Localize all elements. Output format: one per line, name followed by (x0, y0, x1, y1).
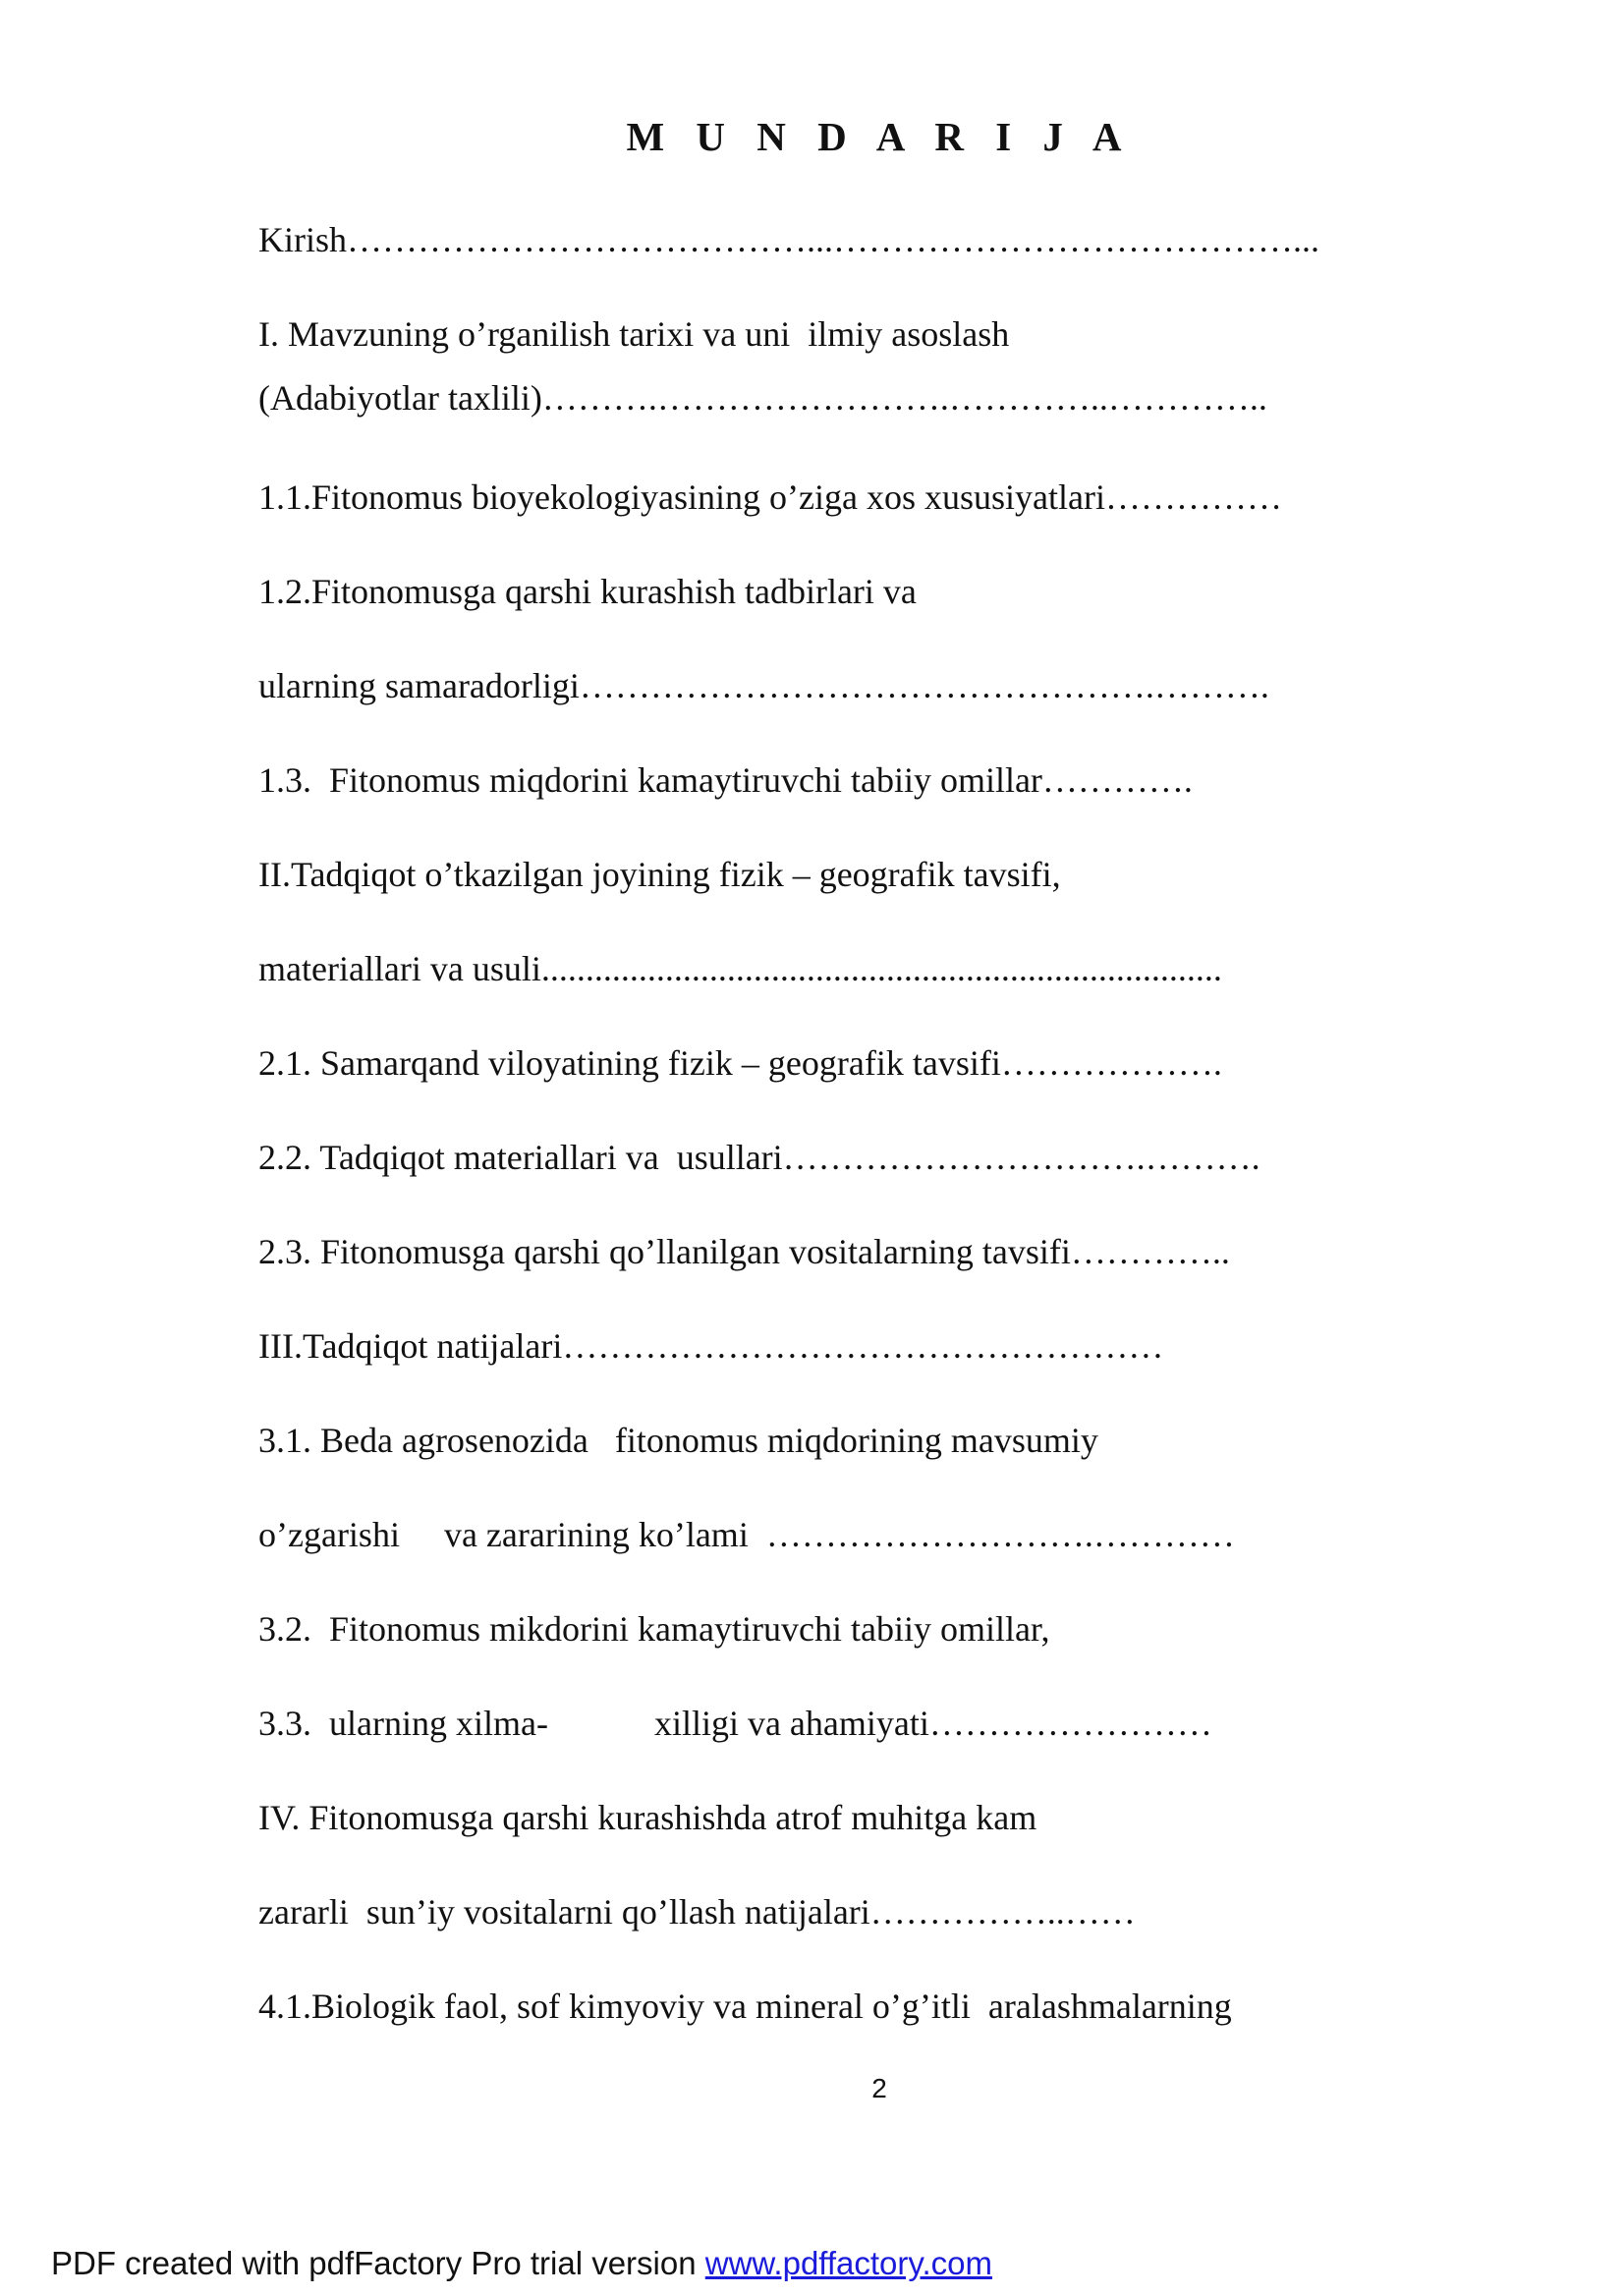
toc-line-chapter-1: I. Mavzuning o’rganilish tarixi va uni ilmiy asoslash (258, 314, 1010, 354)
toc-line-chapter-1-cont: (Adabiyotlar taxlili)……….…………………….…………..………….. (258, 378, 1267, 418)
footer-link[interactable]: www.pdffactory.com (704, 2245, 992, 2281)
toc-line-3-1: 3.1. Beda agrosenozida fitonomus miqdorining mavsumiy (258, 1421, 1098, 1460)
pdf-footer (51, 2245, 992, 2282)
toc-line-2-1: 2.1. Samarqand viloyatining fizik – geografik tavsifi………………. (258, 1043, 1222, 1083)
toc-line-2-3: 2.3. Fitonomusga qarshi qo’llanilgan vositalarning tavsifi………….. (258, 1232, 1230, 1271)
toc-line-chapter-4-cont: zararli sun’iy vositalarni qo’llash natijalari……………..…… (258, 1892, 1136, 1932)
toc-line-4-1: 4.1.Biologik faol, sof kimyoviy va mineral o’g’itli aralashmalarning (258, 1987, 1232, 2026)
toc-line-chapter-3: III.Tadqiqot natijalari…………………………………………… (258, 1326, 1164, 1366)
toc-line-3-3: 3.3. ularning xilma- xilligi va ahamiyati…………………… (258, 1704, 1212, 1743)
page-number: 2 (871, 2073, 887, 2103)
toc-line-1-1: 1.1.Fitonomus bioyekologiyasining o’ziga xos xususiyatlari…………… (258, 477, 1282, 517)
toc-line-3-1-cont: o’zgarishi va zararining ko’lami ……………………….………… (258, 1515, 1235, 1554)
toc-line-chapter-2-cont: materiallari va usuli............................................................................. (258, 949, 1222, 988)
footer-text: PDF created with pdfFactory Pro trial version (51, 2245, 705, 2281)
toc-line-3-2: 3.2. Fitonomus mikdorini kamaytiruvchi tabiiy omillar, (258, 1609, 1050, 1649)
toc-line-kirish: Kirish…………………………………...…………………………………... (258, 220, 1319, 259)
toc-line-chapter-2: II.Tadqiqot o’tkazilgan joyining fizik – geografik tavsifi, (258, 855, 1061, 894)
document-title: M U N D A R I J A (626, 114, 1133, 159)
toc-line-1-3: 1.3. Fitonomus miqdorini kamaytiruvchi tabiiy omillar…………. (258, 760, 1193, 800)
toc-line-chapter-4: IV. Fitonomusga qarshi kurashishda atrof muhitga kam (258, 1798, 1037, 1837)
toc-line-1-2: 1.2.Fitonomusga qarshi kurashish tadbirlari va (258, 572, 917, 611)
toc-line-1-2-cont: ularning samaradorligi………………………………………….………. (258, 666, 1269, 705)
toc-line-2-2: 2.2. Tadqiqot materiallari va usullari………………………….………. (258, 1138, 1260, 1177)
